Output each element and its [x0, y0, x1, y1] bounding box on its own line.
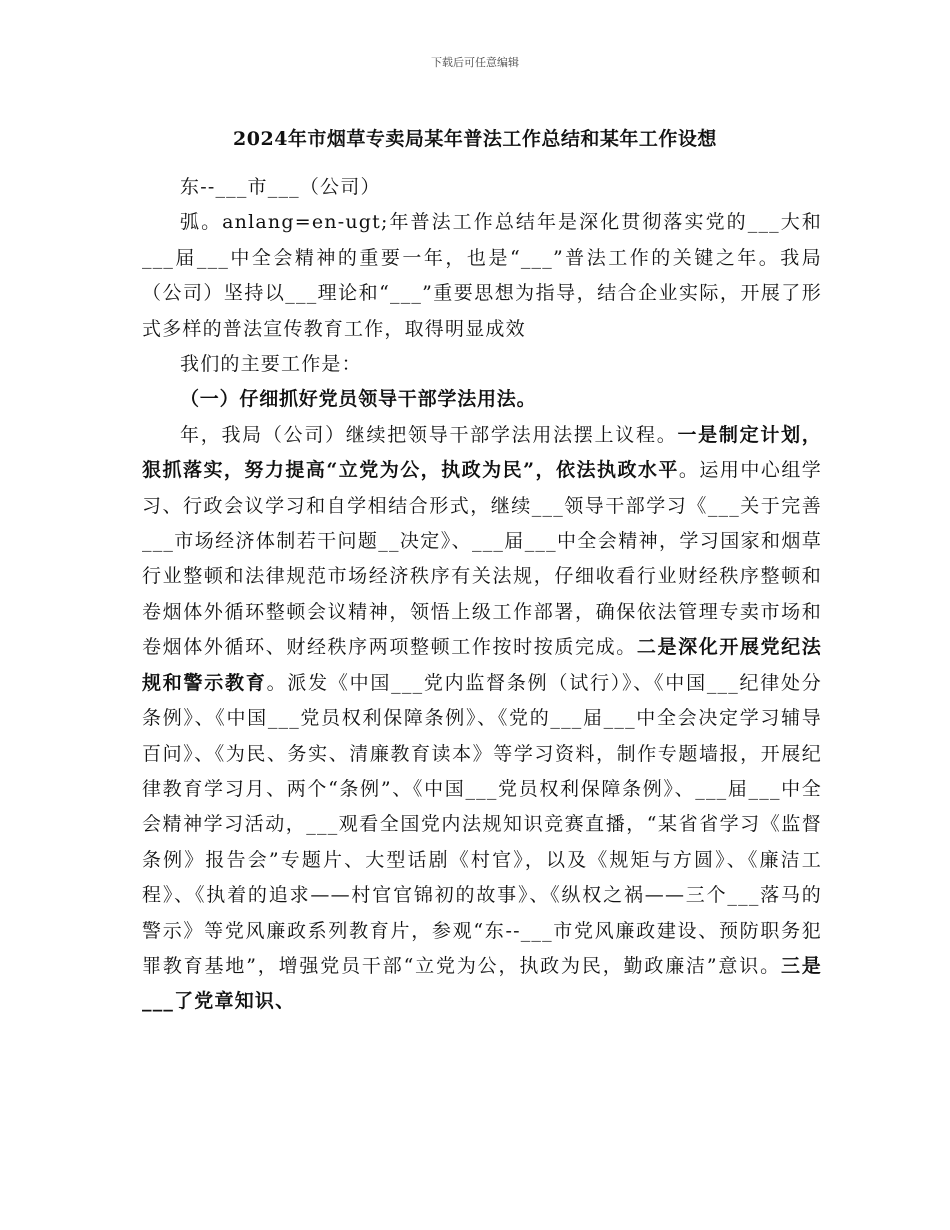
section-1-point-2: 二是深化开展党纪法规和警示教育: [142, 636, 822, 694]
section-1-text-c: 。派发《中国___党内监督条例（试行）》、《中国___纪律处分条例》、《中国___党员权利保障条例》、《党的___届___中全会决定学习辅导百问》、《为民、务实、清廉教育读本》等学习资料，制作专题墙报，开展纪律教育学习月、两个“条例”、《中国___党员权利保障条例》、___届___中全会精神学习活动，___观看全国党内法规知识竞赛直播，“某省省学习《监督条例》报告会”专题片、大型话剧《村官》，以及《规矩与方圆》、《廉洁工程》、《执着的追求——村官官锦初的故事》、《纵权之祸——三个___落马的警示》等党风廉政系列教育片，参观“东--___市党风廉政建设、预防职务犯罪教育基地”，增强党员干部“立党为公，执政为民，勤政廉洁”意识。: [142, 671, 822, 977]
section-1-point-1: 一是制定计划，狠抓落实，努力提高“立党为公，执政为民”，依法执政水平: [142, 423, 822, 482]
document-body: [142, 170, 822, 1020]
section-1-text-b: 。运用中心组学习、行政会议学习和自学相结合形式，继续___领导干部学习《___关于完善___市场经济体制若干问题__决定》、___届___中全会精神，学习国家和烟草行业整顿和法律规范市场经济秩序有关法规，仔细收看行业财经秩序整顿和卷烟体外循环整顿会议精神，领悟上级工作部署，确保依法管理专卖市场和卷烟体外循环、财经秩序两项整顿工作按时按质完成。: [142, 459, 823, 659]
document-title: 2024年市烟草专卖局某年普法工作总结和某年工作设想: [233, 128, 717, 150]
section-1-point-3: 三是___了党章知识、: [142, 954, 822, 1013]
page-header-note: 下载后可任意编辑: [431, 56, 519, 69]
section-1-text-a: 年，我局（公司）继续把领导干部学法用法摆上议程。: [180, 423, 678, 446]
main-work-intro: 我们的主要工作是：: [180, 353, 362, 376]
intro-paragraph: 弧。anlang=en-ugt;年普法工作总结年是深化贯彻落实党的___大和___届___中全会精神的重要一年，也是“___”普法工作的关键之年。我局（公司）坚持以___理论和“___”重要思想为指导，结合企业实际，开展了形式多样的普法宣传教育工作，取得明显成效: [142, 211, 822, 340]
organization-line: 东--___市___（公司）: [180, 176, 381, 198]
section-1-paragraph: [142, 418, 822, 1020]
section-1-heading: （一）仔细抓好党员领导干部学法用法。: [180, 388, 537, 411]
